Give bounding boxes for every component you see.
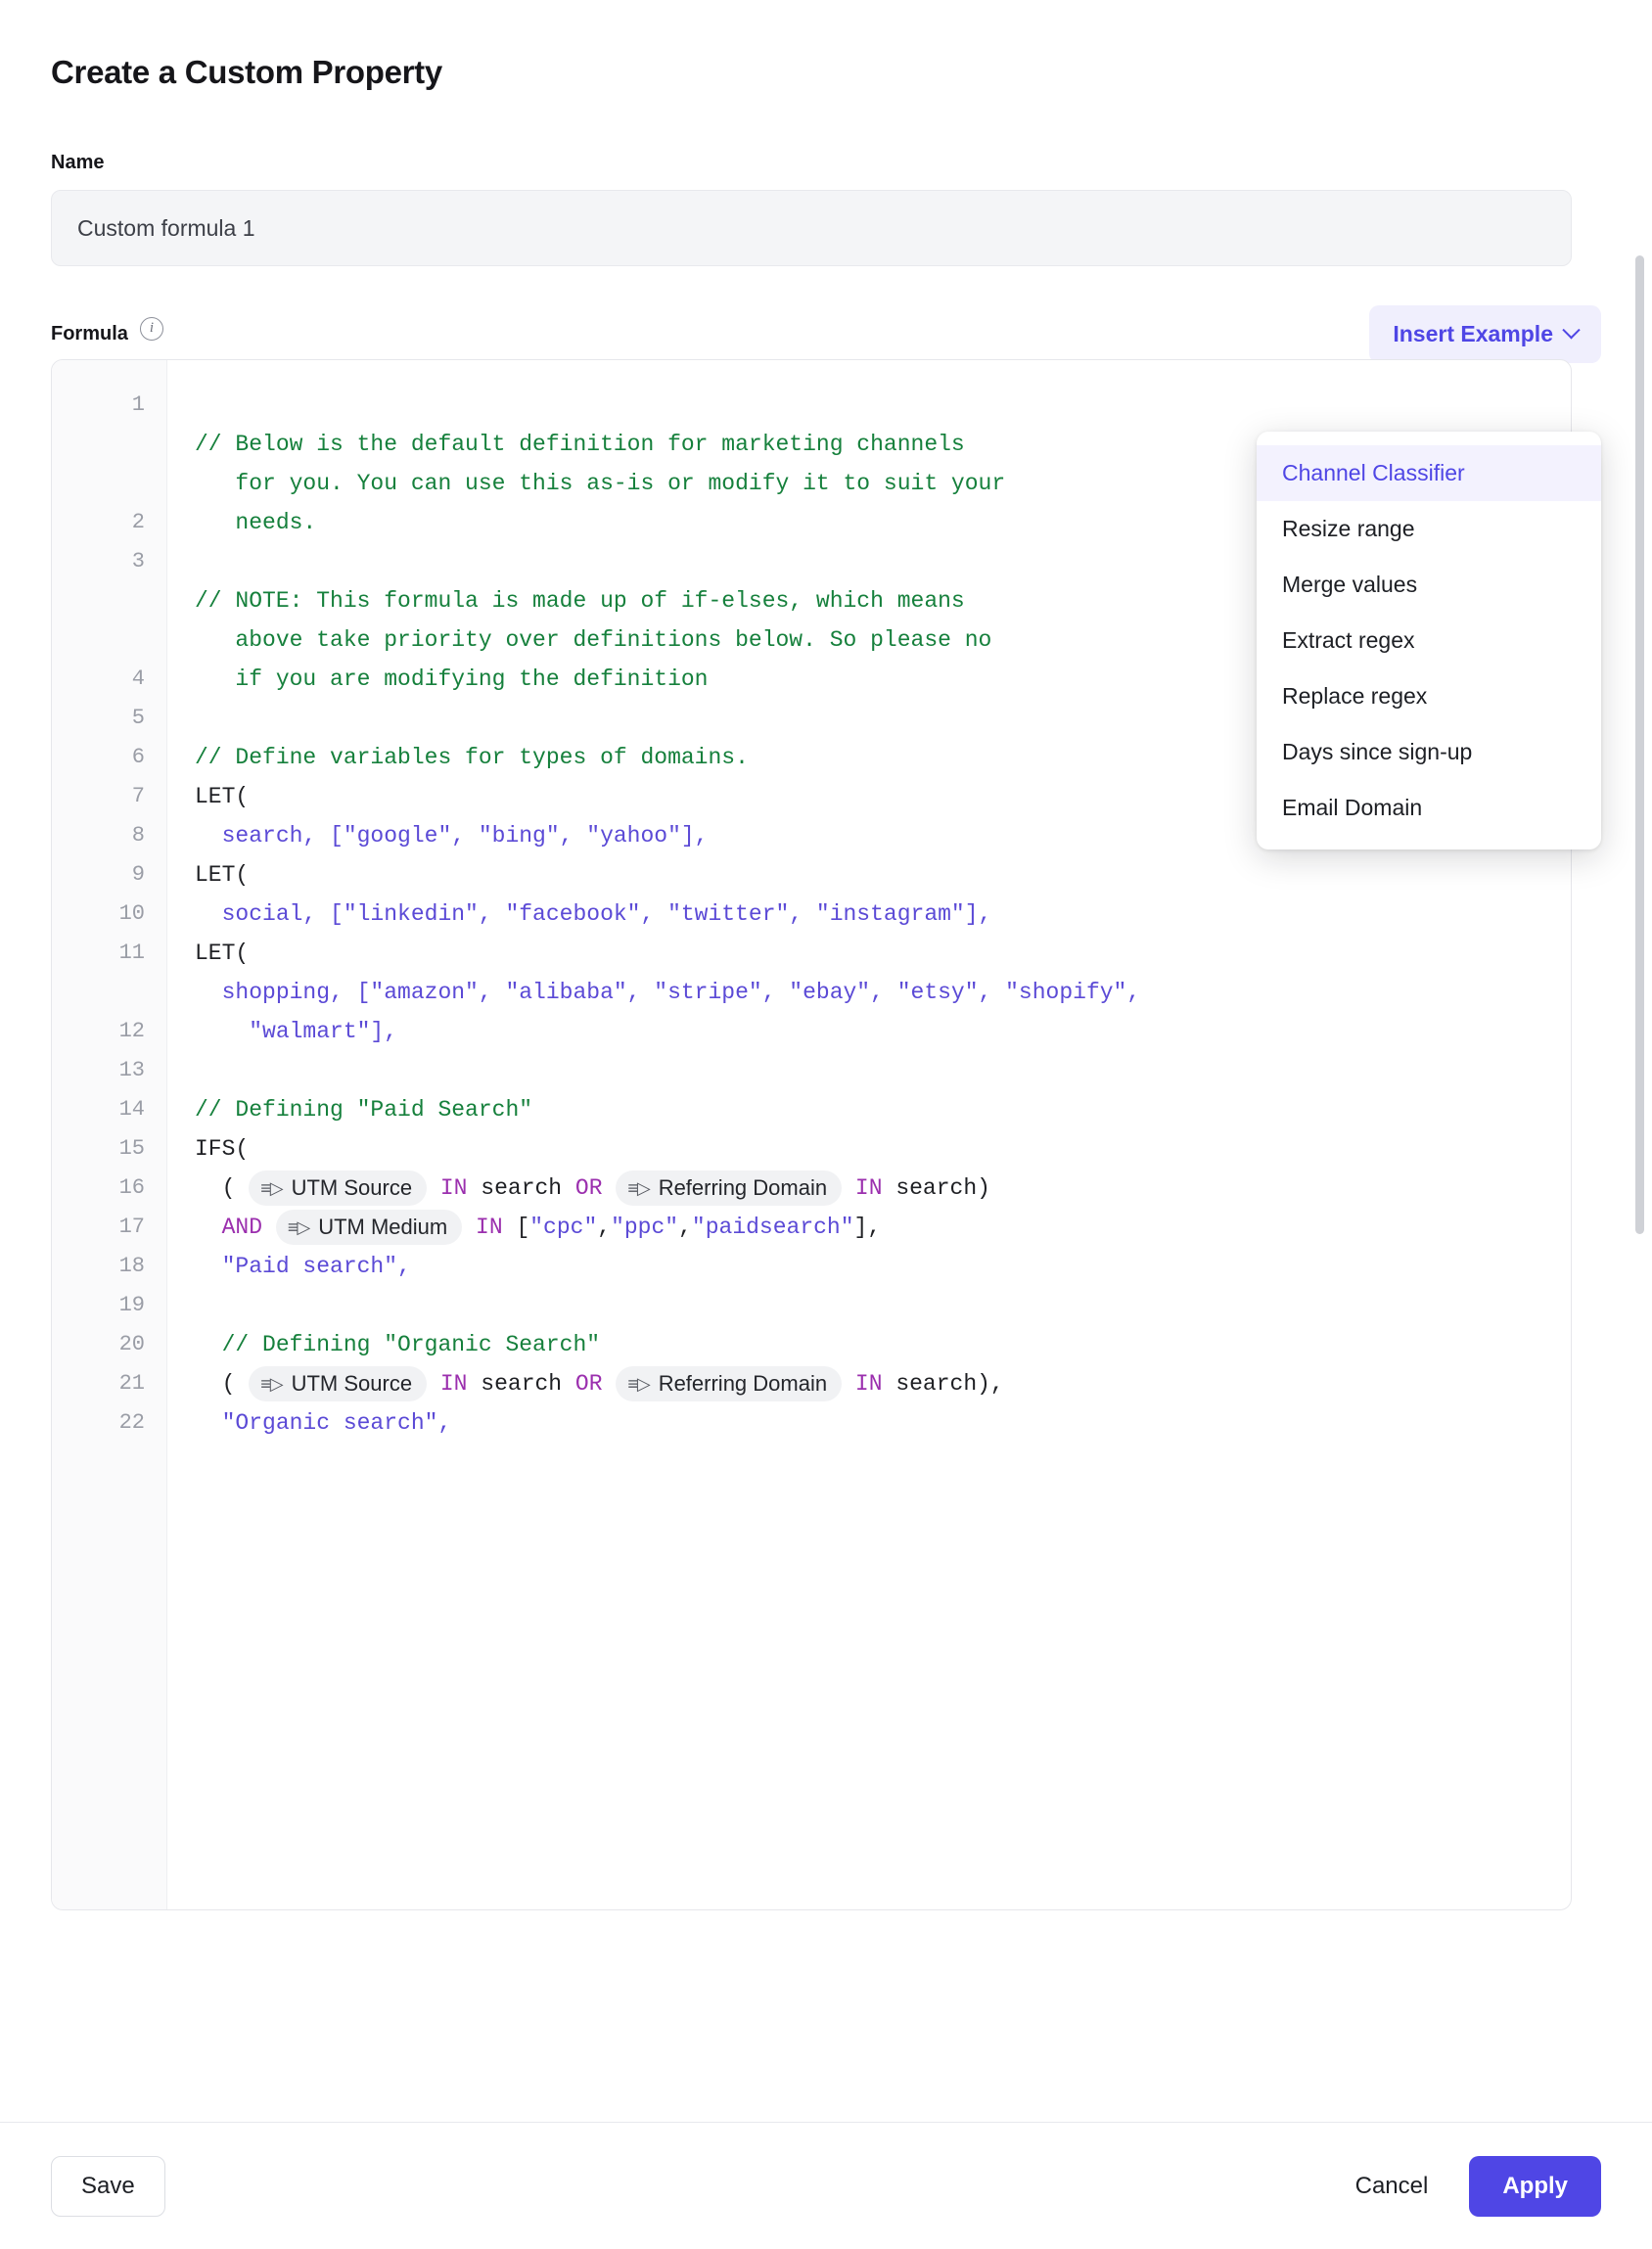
code-line: // Defining "Paid Search" (195, 1097, 533, 1123)
property-pill-utm-medium[interactable] (276, 1210, 462, 1245)
code-line: // Below is the default definition for marketing channels (195, 432, 965, 457)
line-number: 22 (118, 1410, 145, 1435)
line-number: 1 (131, 392, 145, 417)
line-number (52, 620, 166, 660)
code-line: // Define variables for types of domains. (195, 745, 749, 770)
formula-header-row (51, 320, 1601, 346)
insert-example-dropdown (1257, 432, 1601, 849)
line-number (52, 425, 166, 464)
dropdown-item-merge-values[interactable]: Merge values (1282, 572, 1418, 597)
code-line: above take priority over definitions below. So please no (195, 627, 992, 653)
code-line: LET( (195, 941, 250, 966)
pill-label: UTM Medium (318, 1214, 448, 1239)
pill-label: UTM Source (291, 1174, 413, 1200)
property-pill-referring-domain[interactable] (616, 1170, 842, 1206)
line-number: 7 (131, 784, 145, 808)
pill-label: Referring Domain (658, 1174, 828, 1200)
line-number: 4 (131, 666, 145, 691)
property-pill-utm-source[interactable] (249, 1170, 427, 1206)
cancel-button[interactable]: Cancel (1330, 2157, 1454, 2216)
code-line: "Organic search", (195, 1410, 452, 1436)
property-icon: ≡▷ (627, 1177, 650, 1198)
code-line: LET( (195, 862, 250, 888)
line-number: 18 (118, 1254, 145, 1278)
dropdown-item-extract-regex[interactable]: Extract regex (1282, 627, 1415, 653)
line-number: 11 (118, 941, 145, 965)
code-line: LET( (195, 784, 250, 809)
line-number: 15 (118, 1136, 145, 1161)
line-number: 12 (118, 1019, 145, 1043)
name-input[interactable] (51, 190, 1572, 266)
chevron-down-icon (1562, 321, 1580, 339)
line-number: 3 (131, 549, 145, 574)
line-number: 20 (118, 1332, 145, 1356)
code-line-with-pills: AND ≡▷ UTM Medium IN ["cpc","ppc","paidsearch"], (195, 1215, 881, 1240)
dropdown-item-resize-range[interactable]: Resize range (1282, 516, 1415, 541)
code-line: IFS( (195, 1136, 250, 1162)
property-icon: ≡▷ (627, 1373, 650, 1394)
property-icon: ≡▷ (260, 1177, 283, 1198)
pill-label: UTM Source (291, 1370, 413, 1396)
dropdown-item-replace-regex[interactable]: Replace regex (1282, 683, 1428, 709)
insert-example-button[interactable] (1369, 305, 1601, 363)
line-number: 13 (118, 1058, 145, 1082)
code-line: // Defining "Organic Search" (195, 1332, 601, 1357)
line-number (52, 973, 166, 1012)
code-line: if you are modifying the definition (195, 666, 709, 692)
line-number: 2 (131, 510, 145, 534)
code-line: needs. (195, 510, 317, 535)
dialog-scrollbar[interactable] (1635, 255, 1644, 2174)
line-number: 6 (131, 745, 145, 769)
line-number: 16 (118, 1175, 145, 1200)
name-label: Name (51, 152, 105, 173)
dialog-footer (0, 2122, 1652, 2249)
dropdown-item-days-since-sign-up[interactable]: Days since sign-up (1282, 739, 1473, 764)
property-pill-referring-domain-2[interactable] (616, 1366, 842, 1401)
page-title: Create a Custom Property (51, 54, 442, 90)
line-number: 5 (131, 706, 145, 730)
info-icon[interactable]: i (140, 317, 163, 341)
scrollbar-thumb[interactable] (1635, 255, 1644, 1234)
line-number (52, 464, 166, 503)
code-line: // NOTE: This formula is made up of if-elses, which means (195, 588, 965, 614)
dropdown-item-channel-classifier[interactable]: Channel Classifier (1257, 445, 1601, 501)
line-number: 8 (131, 823, 145, 848)
code-line-with-pills: ( ≡▷ UTM Source IN search OR ≡▷ Referring Domain IN search), (195, 1371, 1004, 1397)
line-number: 10 (118, 901, 145, 926)
insert-example-label: Insert Example (1393, 321, 1553, 346)
code-line: search, ["google", "bing", "yahoo"], (195, 823, 709, 849)
property-pill-utm-source-2[interactable] (249, 1366, 427, 1401)
property-icon: ≡▷ (260, 1373, 283, 1394)
apply-button[interactable]: Apply (1469, 2156, 1601, 2217)
pill-label: Referring Domain (658, 1370, 828, 1396)
code-line: "walmart"], (195, 1019, 398, 1044)
code-line: shopping, ["amazon", "alibaba", "stripe", "ebay", "etsy", "shopify", (195, 980, 1141, 1005)
code-line: social, ["linkedin", "facebook", "twitter", "instagram"], (195, 901, 992, 927)
line-number: 9 (131, 862, 145, 887)
dialog-body (0, 91, 1652, 2122)
line-number (52, 581, 166, 620)
line-number: 17 (118, 1215, 145, 1239)
formula-label: Formula (51, 323, 128, 344)
line-number: 21 (118, 1371, 145, 1396)
code-line-with-pills: ( ≡▷ UTM Source IN search OR ≡▷ Referring Domain IN search) (195, 1175, 990, 1201)
property-icon: ≡▷ (287, 1216, 310, 1237)
line-number: 14 (118, 1097, 145, 1122)
dropdown-item-email-domain[interactable]: Email Domain (1282, 795, 1423, 820)
code-line: "Paid search", (195, 1254, 411, 1279)
editor-line-numbers (52, 360, 167, 1909)
line-number: 19 (118, 1293, 145, 1317)
save-button[interactable]: Save (51, 2156, 165, 2217)
code-line: for you. You can use this as-is or modify it to suit your (195, 471, 1006, 496)
